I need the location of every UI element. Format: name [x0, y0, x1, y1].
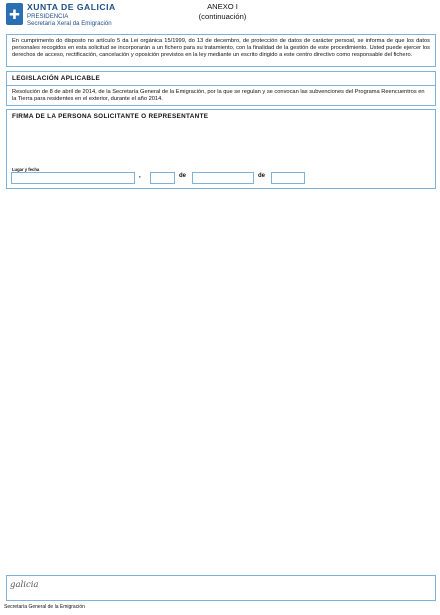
de-separator-2: de: [258, 173, 266, 179]
galicia-logo: galicia: [10, 580, 39, 590]
footer-box: [6, 575, 436, 601]
day-field[interactable]: [150, 172, 175, 184]
xunta-emblem-icon: ✚: [6, 3, 23, 25]
legislation-heading: LEGISLACIÓN APLICABLE: [7, 72, 435, 86]
annex-title: ANEXO I: [207, 2, 238, 11]
annex-subtitle: (continuación): [198, 12, 247, 21]
comma-separator: ,: [139, 173, 141, 179]
place-field[interactable]: [11, 172, 135, 184]
data-protection-notice: En cumprimento do disposto no artículo 5 da Lei orgánica 15/1999, do 13 de decembro, de protección de datos de carácter persoal, se informa de que los datos personales recogidos en esta solicitud se incorporarán a un fichero para su tratamiento, con la finalidad de la gestión de este procedimiento. Usted puede ejercer los derechos de acceso, rectificación, cancelación y oposición previstos en la ley mediante un escrito dirigido a este centro directivo como responsable del fichero.: [6, 34, 436, 67]
brand-secretariat: Secretaría Xeral da Emigración: [27, 20, 112, 27]
year-field[interactable]: [271, 172, 305, 184]
brand-title: XUNTA DE GALICIA: [27, 2, 116, 12]
legislation-text: Resolución de 8 de abril de 2014, de la Secretaría General de la Emigración, por la que se regulan y se convocan las subvenciones del Programa Reencuentros en la Tierra para residentes en el exterior, durante el año 2014.: [12, 89, 425, 102]
footer-organization: Secretaría General de la Emigración: [4, 604, 85, 610]
brand-department: PRESIDENCIA: [27, 13, 69, 20]
legislation-section: [6, 71, 436, 106]
signature-heading: FIRMA DE LA PERSONA SOLICITANTE O REPRESENTANTE: [12, 113, 209, 120]
annex-title-block: [150, 2, 295, 22]
month-field[interactable]: [192, 172, 254, 184]
place-date-label: Lugar y fecha: [12, 167, 40, 172]
de-separator-1: de: [179, 173, 187, 179]
